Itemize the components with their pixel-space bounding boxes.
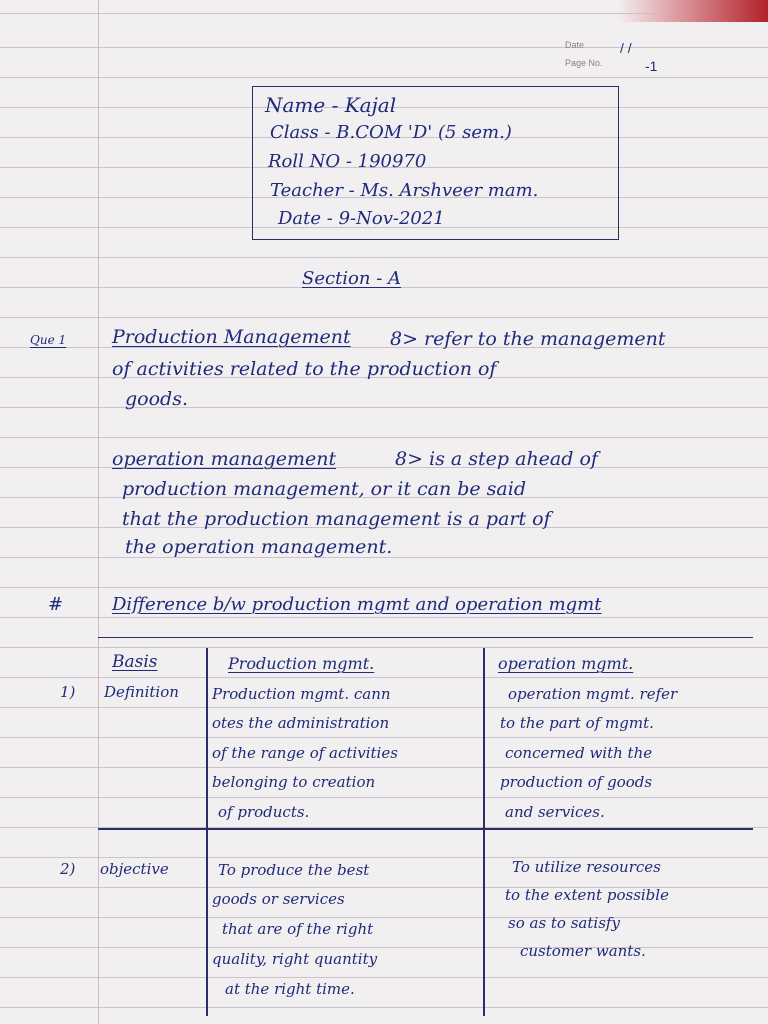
operation-management-def-2: production management, or it can be said (122, 478, 527, 500)
production-management-def-1: 8> refer to the management (390, 328, 666, 350)
row1-production-5: of products. (218, 803, 310, 821)
table-divider-2 (483, 648, 485, 1016)
row2-number: 2) (60, 860, 76, 878)
header-production: Production mgmt. (228, 654, 375, 673)
row1-basis: Definition (104, 683, 179, 701)
row1-number: 1) (60, 683, 76, 701)
page-corner-shadow (618, 0, 768, 22)
row1-operation-4: production of goods (500, 773, 653, 791)
operation-management-term: operation management (112, 448, 337, 470)
row1-production-1: Production mgmt. cann (212, 685, 391, 703)
row2-operation-3: so as to satisfy (508, 914, 620, 932)
section-heading: Section - A (302, 268, 402, 289)
row1-production-3: of the range of activities (212, 744, 398, 762)
question-label: Que 1 (30, 333, 67, 347)
hash-mark: # (48, 594, 64, 615)
production-management-term: Production Management (112, 326, 351, 348)
student-roll: Roll NO - 190970 (268, 151, 427, 172)
production-management-def-2: of activities related to the production of (112, 358, 497, 380)
date-label: Date (565, 40, 585, 50)
student-name: Name - Kajal (265, 93, 397, 117)
row1-production-2: otes the administration (212, 714, 390, 732)
difference-heading: Difference b/w production mgmt and operation mgmt (112, 594, 602, 615)
page-label: Page No. (565, 58, 603, 68)
operation-management-def-1: 8> is a step ahead of (395, 448, 598, 470)
row2-production-4: quality, right quantity (212, 950, 378, 968)
row1-operation-3: concerned with the (505, 744, 653, 762)
production-management-def-3: goods. (125, 388, 188, 410)
page-value: -1 (645, 58, 658, 74)
header-basis: Basis (112, 652, 158, 672)
row2-production-2: goods or services (212, 890, 345, 908)
operation-management-def-3: that the production management is a part of (122, 508, 551, 530)
student-teacher: Teacher - Ms. Arshveer mam. (270, 180, 539, 201)
date-value: / / (620, 40, 632, 56)
row2-operation-2: to the extent possible (505, 886, 669, 904)
row2-operation-4: customer wants. (520, 942, 646, 960)
row1-operation-2: to the part of mgmt. (500, 714, 654, 732)
student-class: Class - B.COM 'D' (5 sem.) (270, 122, 512, 143)
student-date: Date - 9-Nov-2021 (278, 208, 445, 229)
row2-basis: objective (100, 860, 169, 878)
row1-operation-1: operation mgmt. refer (508, 685, 678, 703)
row2-operation-1: To utilize resources (512, 858, 661, 876)
header-operation: operation mgmt. (498, 654, 634, 673)
date-page-box (565, 40, 665, 80)
row1-production-4: belonging to creation (212, 773, 376, 791)
operation-management-def-4: the operation management. (125, 536, 393, 558)
row1-operation-5: and services. (505, 803, 605, 821)
row2-production-1: To produce the best (218, 861, 370, 879)
table-divider-1 (206, 648, 208, 1016)
row2-production-5: at the right time. (225, 980, 355, 998)
row2-production-3: that are of the right (222, 920, 374, 938)
table-row-divider (98, 828, 753, 830)
